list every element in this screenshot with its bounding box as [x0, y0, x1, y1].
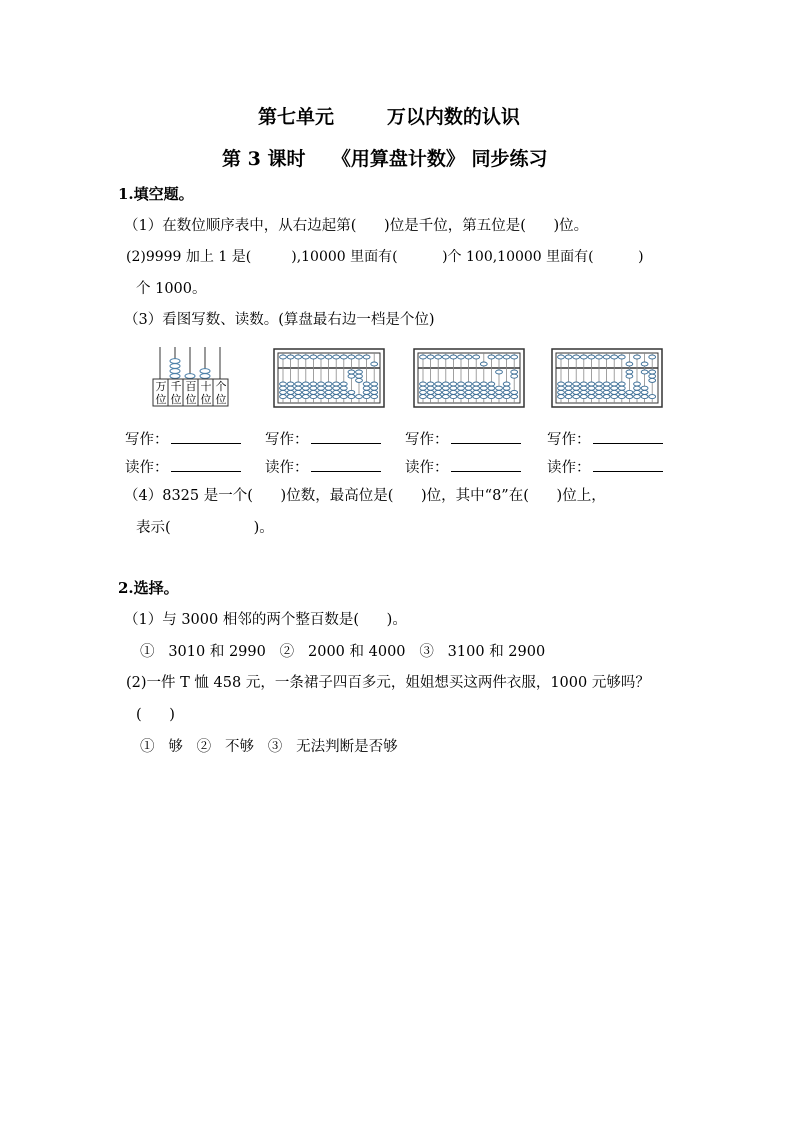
- question-2-1-options: ① 3010 和 2990 ② 2000 和 4000 ③ 3100 和 2900: [140, 644, 546, 660]
- section1-heading: 1.填空题。: [118, 185, 194, 203]
- write-answer-2[interactable]: 写作：: [265, 428, 381, 450]
- question-2-2-options: ① 够 ② 不够 ③ 无法判断是否够: [140, 739, 398, 755]
- question-1-4-line2: 表示( )。: [136, 520, 274, 536]
- question-1-2-line2: 个 1000。: [136, 281, 207, 297]
- write-answer-3[interactable]: 写作：: [405, 428, 521, 450]
- question-1-3: （3）看图写数、读数。(算盘最右边一档是个位): [124, 312, 435, 328]
- question-1-4-line1: （4）8325 是一个( )位数，最高位是( )位，其中“8”在( )位上，: [124, 488, 606, 504]
- question-1-2-line1: (2)9999 加上 1 是( ),10000 里面有( )个 100,10000 里面有( ): [126, 249, 644, 265]
- question-2-1: （1）与 3000 相邻的两个整百数是( )。: [124, 612, 407, 628]
- question-1-1: （1）在数位顺序表中，从右边起第( )位是千位，第五位是( )位。: [124, 218, 589, 234]
- read-answer-2[interactable]: 读作：: [265, 456, 381, 478]
- read-answer-4[interactable]: 读作：: [547, 456, 663, 478]
- section2-heading: 2.选择。: [118, 579, 179, 597]
- place-label-shi: 十位: [200, 380, 212, 406]
- place-label-wan: 万位: [155, 380, 167, 406]
- place-label-ge: 个位: [215, 380, 227, 406]
- abacus-figure-1: [273, 348, 385, 408]
- lesson-title: 第 3 课时 《用算盘计数》 同步练习: [222, 148, 548, 170]
- read-answer-3[interactable]: 读作：: [405, 456, 521, 478]
- place-label-bai: 百位: [185, 380, 197, 406]
- read-answer-1[interactable]: 读作：: [125, 456, 241, 478]
- question-2-2-paren: ( ): [136, 707, 175, 723]
- write-answer-1[interactable]: 写作：: [125, 428, 241, 450]
- place-label-qian: 千位: [170, 380, 182, 406]
- write-answer-4[interactable]: 写作：: [547, 428, 663, 450]
- abacus-figure-2: [413, 348, 525, 408]
- question-2-2: (2)一件 T 恤 458 元，一条裙子四百多元，姐姐想买这两件衣服，1000 元够吗？: [126, 675, 650, 691]
- abacus-figure-3: [551, 348, 663, 408]
- unit-title: 第七单元 万以内数的认识: [258, 106, 520, 128]
